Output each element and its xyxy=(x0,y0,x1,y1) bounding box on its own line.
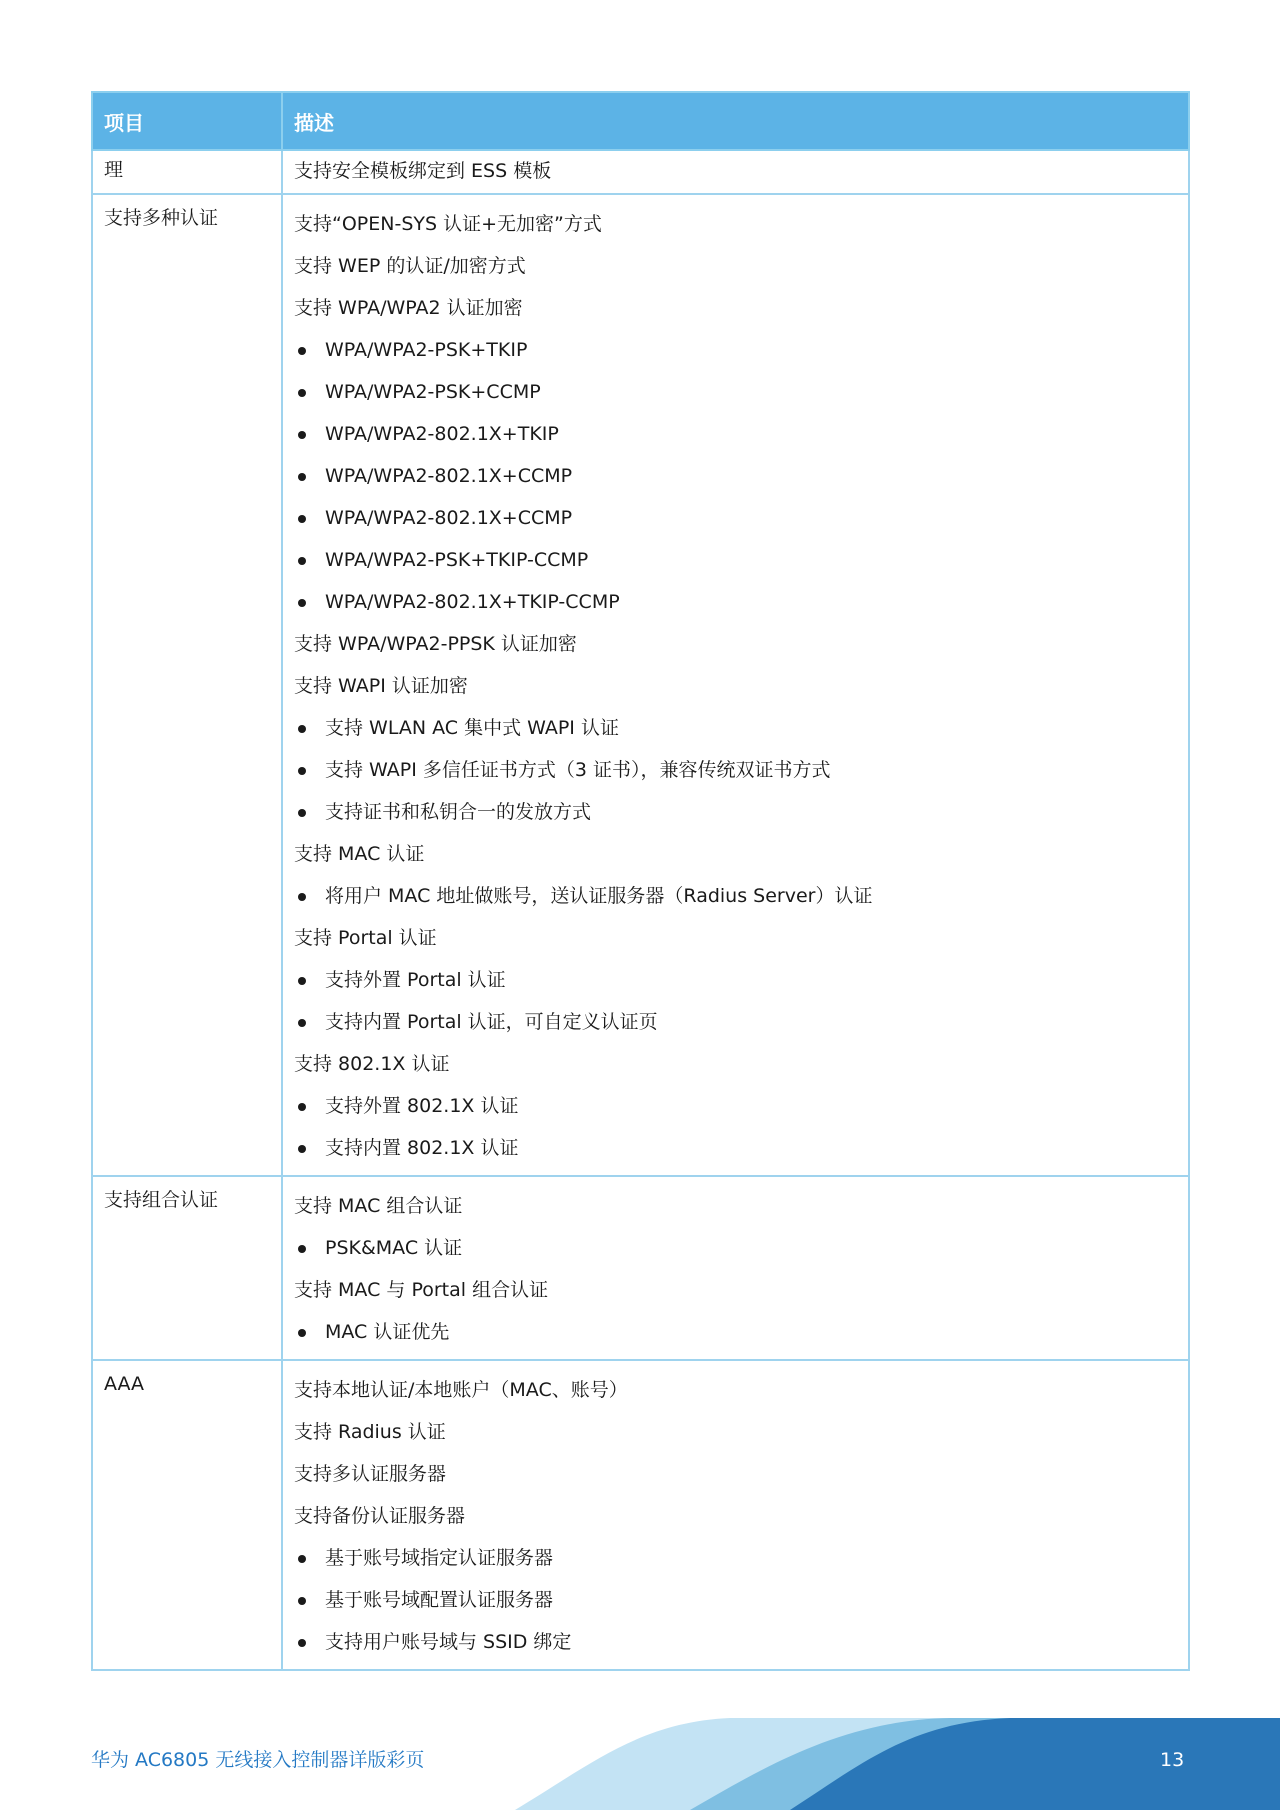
description-line: 支持 MAC 与 Portal 组合认证 xyxy=(294,1279,549,1301)
bullet-item: 支持 WLAN AC 集中式 WAPI 认证 xyxy=(294,707,1177,749)
description-list xyxy=(294,1369,1177,1663)
bullet-item: WPA/WPA2-PSK+TKIP-CCMP xyxy=(294,539,1177,581)
bullet-item: 支持证书和私钥合一的发放方式 xyxy=(294,791,1177,833)
item-cell xyxy=(92,1360,282,1670)
table-row xyxy=(92,194,1189,1176)
table-body xyxy=(92,150,1189,1670)
table-row xyxy=(92,1360,1189,1670)
bullet-item: 支持外置 Portal 认证 xyxy=(294,959,1177,1001)
header-item: 项目 xyxy=(92,92,282,150)
bullet-item: 支持 WAPI 多信任证书方式（3 证书），兼容传统双证书方式 xyxy=(294,749,1177,791)
item-cell xyxy=(92,1176,282,1360)
description-line: 支持 MAC 认证 xyxy=(294,843,425,865)
bullet-item: 支持外置 802.1X 认证 xyxy=(294,1085,1177,1127)
description-line: 支持备份认证服务器 xyxy=(294,1505,466,1527)
description-cell xyxy=(282,194,1189,1176)
table-row xyxy=(92,1176,1189,1360)
bullet-item: 将用户 MAC 地址做账号，送认证服务器（Radius Server）认证 xyxy=(294,875,1177,917)
description-list xyxy=(294,1185,1177,1353)
description-line: 支持 WPA/WPA2-PPSK 认证加密 xyxy=(294,633,577,655)
description-line: 支持多认证服务器 xyxy=(294,1463,447,1485)
bullet-item: PSK&MAC 认证 xyxy=(294,1227,1177,1269)
item-label: 支持组合认证 xyxy=(104,1189,219,1211)
bullet-item: WPA/WPA2-802.1X+TKIP xyxy=(294,413,1177,455)
description-line: 支持“OPEN-SYS 认证+无加密”方式 xyxy=(294,213,602,235)
bullet-item: 支持用户账号域与 SSID 绑定 xyxy=(294,1621,1177,1663)
description-list xyxy=(294,203,1177,1169)
footer-title: 华为 AC6805 无线接入控制器详版彩页 xyxy=(91,1749,425,1771)
item-label: AAA xyxy=(104,1373,145,1395)
bullet-item: MAC 认证优先 xyxy=(294,1311,1177,1353)
description-line: 支持 WEP 的认证/加密方式 xyxy=(294,255,526,277)
item-cell xyxy=(92,194,282,1176)
description-cell xyxy=(282,1176,1189,1360)
item-cell xyxy=(92,150,282,194)
description-line: 支持本地认证/本地账户（MAC、账号） xyxy=(294,1379,628,1401)
description-cell xyxy=(282,150,1189,194)
bullet-item: 基于账号域指定认证服务器 xyxy=(294,1537,1177,1579)
page-number: 13 xyxy=(1160,1749,1185,1771)
bullet-item: 支持内置 Portal 认证，可自定义认证页 xyxy=(294,1001,1177,1043)
item-label: 支持多种认证 xyxy=(104,207,219,229)
item-label: 理 xyxy=(104,159,124,181)
description-line: 支持 WAPI 认证加密 xyxy=(294,675,468,697)
bullet-item: WPA/WPA2-802.1X+CCMP xyxy=(294,455,1177,497)
table-row xyxy=(92,150,1189,194)
bullet-item: WPA/WPA2-802.1X+TKIP-CCMP xyxy=(294,581,1177,623)
description-cell xyxy=(282,1360,1189,1670)
description-line: 支持 MAC 组合认证 xyxy=(294,1195,463,1217)
bullet-item: WPA/WPA2-PSK+TKIP xyxy=(294,329,1177,371)
bullet-item: WPA/WPA2-PSK+CCMP xyxy=(294,371,1177,413)
header-description: 描述 xyxy=(282,92,1189,150)
description-line: 支持 Radius 认证 xyxy=(294,1421,446,1443)
description-line: 支持安全模板绑定到 ESS 模板 xyxy=(294,160,552,182)
bullet-item: 支持内置 802.1X 认证 xyxy=(294,1127,1177,1169)
description-line: 支持 802.1X 认证 xyxy=(294,1053,450,1075)
table-header-row xyxy=(92,92,1189,150)
spec-table xyxy=(91,91,1190,1671)
bullet-item: WPA/WPA2-802.1X+CCMP xyxy=(294,497,1177,539)
description-list xyxy=(294,155,1177,187)
description-line: 支持 Portal 认证 xyxy=(294,927,437,949)
bullet-item: 基于账号域配置认证服务器 xyxy=(294,1579,1177,1621)
description-line: 支持 WPA/WPA2 认证加密 xyxy=(294,297,523,319)
